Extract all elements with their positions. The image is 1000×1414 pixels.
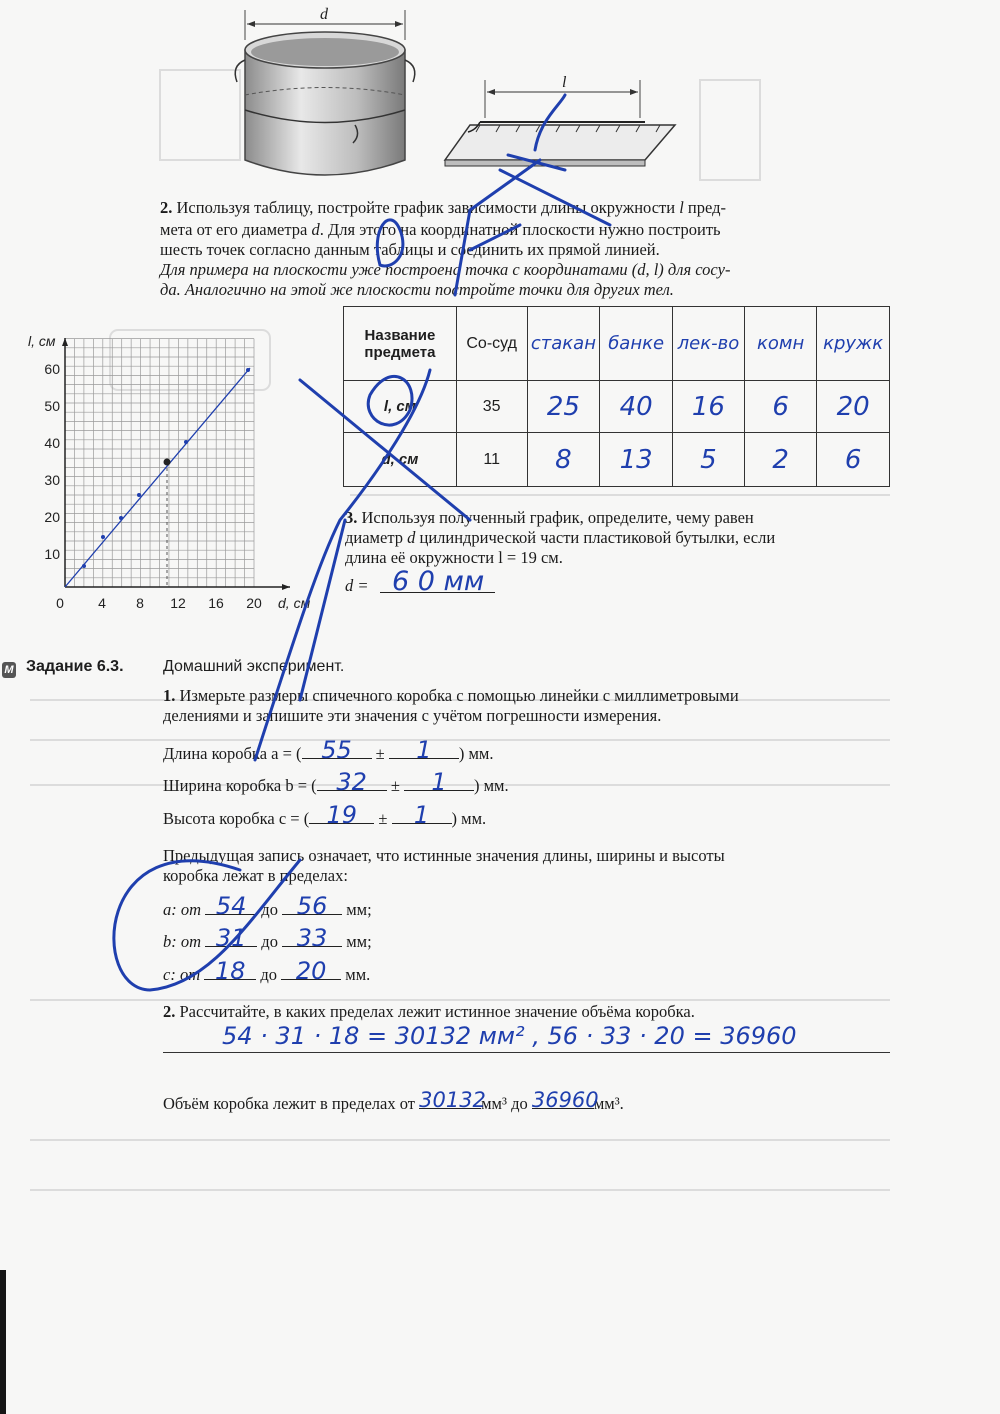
x-tick-0: 0 (56, 595, 64, 611)
task63-title: Задание 6.3. (26, 658, 124, 675)
table-cell: 5 (672, 433, 744, 487)
task2-line1: 2. Используя таблицу, постройте график зависимости длины окружности l пред- (160, 198, 726, 217)
task3-number: 3. (345, 508, 358, 527)
table-hand-header: лек-во (672, 307, 744, 381)
volume-row: Объём коробка лежит в пределах от 30132 мм³ до 36960 мм³. (163, 1088, 624, 1113)
range-c-from: 18 (214, 957, 246, 985)
table-cell: 2 (744, 433, 816, 487)
table-cell: 13 (600, 433, 673, 487)
height-row: Высота коробка c = ( 19 ± 1 ) мм. (163, 801, 487, 829)
prev-line2: коробка лежат в пределах: (163, 866, 348, 885)
y-tick-30: 30 (44, 472, 60, 488)
m-badge-icon: М (2, 662, 16, 678)
table-cell: 40 (600, 381, 673, 433)
figure-label-l: l (562, 74, 567, 91)
prev-line1: Предыдущая запись означает, что истинные значения длины, ширины и высоты (163, 846, 725, 865)
calc-handwriting: 54 · 31 · 18 = 30132 мм² , 56 · 33 · 20 = 36960 (222, 1022, 797, 1050)
table-cell-l-vessel: 35 (456, 381, 527, 433)
range-a-to: 56 (296, 892, 328, 920)
task2-line2: мета от его диаметра d. Для этого на координатной плоскости нужно построить (160, 220, 721, 239)
task2-line3: шесть точек согласно данным таблицы и соединить их прямой линией. (160, 240, 660, 259)
x-tick-12: 12 (170, 595, 186, 611)
range-c-to: 20 (295, 957, 327, 985)
height-error: 1 (413, 801, 430, 829)
y-tick-50: 50 (44, 398, 60, 414)
x-tick-20: 20 (246, 595, 262, 611)
width-error: 1 (431, 768, 447, 796)
range-c-row: c: от 18 до 20 мм. (163, 957, 371, 985)
task3-line1: 3. Используя полученный график, определите, чему равен (345, 508, 754, 527)
length-value: 55 (321, 736, 352, 764)
table-hand-header: стакан (527, 307, 600, 381)
table-hand-header: комн (744, 307, 816, 381)
range-b-row: b: от 31 до 33 мм; (163, 924, 372, 952)
task63-p1-line1: 1. Измерьте размеры спичечного коробка с помощью линейки с миллиметровыми (163, 686, 739, 705)
task63-subtitle: Домашний эксперимент. (163, 658, 345, 675)
x-tick-4: 4 (98, 595, 106, 611)
table-cell: 8 (527, 433, 600, 487)
y-tick-20: 20 (44, 509, 60, 525)
range-a-from: 54 (215, 892, 247, 920)
figure-label-d: d (320, 6, 328, 23)
x-axis-label: d, см (278, 595, 311, 611)
task2-line4: Для примера на плоскости уже построена точка с координатами (d, l) для сосу- (160, 260, 731, 279)
y-tick-10: 10 (44, 546, 60, 562)
volume-from: 30132 (419, 1088, 486, 1112)
task2-line5: да. Аналогично на этой же плоскости постройте точки для других тел. (160, 280, 674, 299)
task63-p1-line2: делениями и запишите эти значения с учётом погрешности измерения. (163, 706, 662, 725)
table-cell: 16 (672, 381, 744, 433)
y-tick-40: 40 (44, 435, 60, 451)
range-b-to: 33 (296, 924, 328, 952)
task2-number: 2. (160, 198, 173, 217)
table-cell: 20 (817, 381, 890, 433)
table-cell-d-vessel: 11 (456, 433, 527, 487)
task3-answer-label: d = (345, 576, 369, 595)
y-axis-label: l, см (28, 333, 56, 349)
task3-line2: диаметр d цилиндрической части пластиковой бутылки, если (345, 528, 776, 547)
width-row: Ширина коробка b = ( 32 ± 1 ) мм. (163, 768, 509, 796)
table-cell: 25 (527, 381, 600, 433)
table-hand-header: кружк (817, 307, 890, 381)
table-label-l: l, см (344, 381, 457, 433)
task3-answer: 6 0 мм (392, 566, 485, 597)
task63-p2: 2. Рассчитайте, в каких пределах лежит истинное значение объёма коробка. (163, 1002, 695, 1021)
range-b-from: 31 (215, 924, 247, 952)
table-cell: 6 (744, 381, 816, 433)
task3-line3: длина её окружности l = 19 см. (345, 548, 563, 567)
table-header-name: Название предмета (344, 307, 457, 381)
table-label-d: d, см (344, 433, 457, 487)
x-tick-8: 8 (136, 595, 144, 611)
range-a-row: a: от 54 до 56 мм; (163, 892, 372, 920)
y-tick-60: 60 (44, 361, 60, 377)
volume-to: 36960 (531, 1088, 599, 1112)
scan-edge-shadow (0, 1270, 6, 1414)
table-hand-header: банке (600, 307, 673, 381)
length-row: Длина коробка a = ( 55 ± 1 ) мм. (163, 736, 494, 764)
length-error: 1 (416, 736, 432, 764)
x-tick-16: 16 (208, 595, 224, 611)
width-value: 32 (336, 768, 367, 796)
table-cell: 6 (817, 433, 890, 487)
table-header-vessel: Со-суд (456, 307, 527, 381)
height-value: 19 (326, 801, 357, 829)
